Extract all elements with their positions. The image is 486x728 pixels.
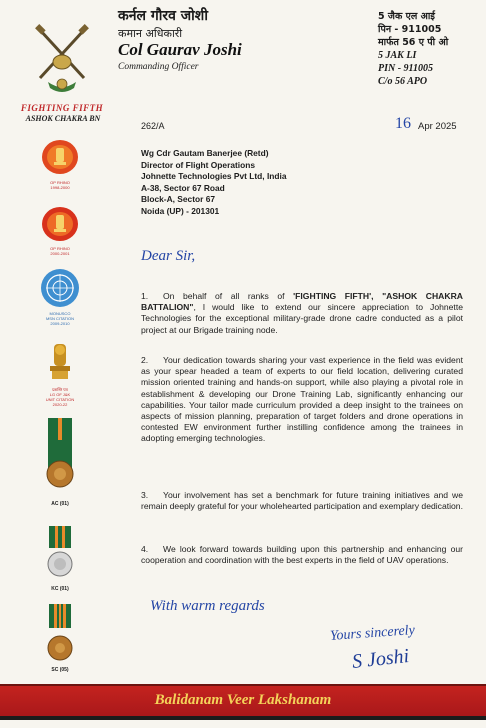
un-badge [40, 268, 80, 308]
paragraph-number: 1. [141, 291, 149, 301]
footer-border-bottom [0, 716, 486, 720]
paragraph-text: On behalf of all ranks of [163, 291, 294, 301]
signoff: Yours sincerely [329, 623, 416, 644]
national-emblem-icon [41, 205, 79, 243]
recipient-line: Wg Cdr Gautam Banerjee (Retd) [141, 148, 269, 158]
op-rhino-badge-2 [41, 205, 79, 243]
recipient-line: Noida (UP) - 201301 [141, 205, 220, 216]
salutation: Dear Sir, [141, 248, 196, 264]
address-line: 5 जैक एल आई [378, 11, 435, 22]
closing-remark: With warm regards [150, 598, 265, 614]
recipient-line: Johnette Technologies Pvt Ltd, India [141, 171, 287, 181]
medal-ac-label: AC (01) [51, 501, 69, 507]
date-day: 16 [395, 115, 411, 132]
footer-motto: Balidanam Veer Lakshanam [154, 692, 332, 708]
paragraph-number: 4. [141, 544, 149, 554]
badge-3-extra: MSN CITATION [45, 316, 75, 321]
address-block [378, 10, 482, 88]
badge-2-years: 2000-2001 [50, 251, 70, 256]
badge-2-label: OP RHINO [50, 246, 70, 251]
badge-4-extra: LG OF J&K [49, 392, 71, 397]
unit-subtitle: ASHOK CHAKRA BN [25, 114, 101, 123]
badge-4-years: 2020-22 [52, 402, 68, 407]
medal-sc-label: SC (05) [51, 667, 69, 673]
medal-ac [45, 418, 75, 490]
paragraph-text: Your dedication towards sharing your vast experience in the field was evident as your spear headed a team of experts to our field location, delivering curated mission oriented training and hands-on support, while also playing a pivotal role in establishment & developing our Drone Training Lab, significantly enhancing our capabilities. Your tailor made curriculum provided a deep insight to the trainees on aspects of mission planning, preparation of target folders and drone operations in contested EW environment further instilling confidence among the trainees in adopting emerging technologies. [141, 355, 463, 444]
medal-sc [46, 604, 74, 666]
paragraph-number: 2. [141, 355, 149, 365]
un-globe-icon [40, 268, 80, 308]
paragraph-text: , I would like to extend our sincere appreciation to Johnette Technologies for the exceptional military-grade drone cadre conducted as a pilot project at our Brigade training node. [141, 302, 463, 335]
ashoka-emblem-icon [42, 340, 78, 384]
unit-crest [30, 22, 94, 100]
badge-4-extra2: UNIT CITATION [45, 397, 75, 402]
officer-name: Col Gaurav Joshi [118, 40, 242, 59]
crossed-rifles-icon [30, 22, 94, 100]
national-emblem-icon [41, 138, 79, 176]
op-rhino-badge-1 [41, 138, 79, 176]
unit-name: FIGHTING FIFTH [20, 103, 104, 113]
ashok-chakra-medal-icon [45, 418, 75, 490]
badge-1-label: OP RHINO [50, 180, 70, 185]
paragraph-text: Your involvement has set a benchmark for future training initiatives and we remain deeply grateful for your wholehearted participation and exemplary dedication. [141, 490, 463, 512]
address-line: C/o 56 APO [378, 76, 428, 87]
paragraph-1 [141, 291, 463, 336]
recipient-line: Director of Flight Operations [141, 159, 255, 170]
signature: S Joshi [350, 645, 411, 673]
recipient-address [141, 148, 287, 217]
paragraph-4 [141, 544, 463, 566]
address-line: PIN - 911005 [378, 63, 433, 74]
badge-3-years: 2009-2010 [50, 321, 70, 326]
officer-name-hindi: कर्नल गौरव जोशी [118, 8, 208, 24]
shaurya-chakra-medal-icon [46, 604, 74, 666]
reference-number: 262/A [141, 121, 165, 131]
officer-rank-hindi: कमान अधिकारी [118, 27, 183, 40]
address-line: मार्फत 56 ए पी ओ [378, 37, 449, 48]
paragraph-text: We look forward towards building upon this partnership and enhancing our cooperation and coordination with the best experts in the field of UAV operations. [141, 544, 463, 566]
badge-4-label: प्रशस्ति पत्र [52, 387, 68, 392]
medal-kc [46, 526, 74, 582]
recipient-line: A-38, Sector 67 Road [141, 182, 225, 193]
medal-kc-label: KC (01) [51, 586, 69, 592]
unit-name-bold: 'FIGHTING FIFTH', "ASHOK CHAKRA BATTALION" [141, 291, 463, 313]
recipient-line: Block-A, Sector 67 [141, 194, 216, 204]
lg-jk-badge [42, 340, 78, 384]
date-month-year: Apr 2025 [418, 121, 457, 132]
address-line: पिन - 911005 [378, 24, 442, 35]
kirti-chakra-medal-icon [46, 526, 74, 582]
officer-title: Commanding Officer [118, 62, 199, 72]
paragraph-3 [141, 490, 463, 512]
paragraph-2 [141, 355, 463, 445]
badge-3-label: MONUSCO [49, 311, 71, 316]
address-line: 5 JAK LI [378, 50, 417, 61]
badge-1-years: 1998-2000 [50, 185, 70, 190]
paragraph-number: 3. [141, 490, 149, 500]
